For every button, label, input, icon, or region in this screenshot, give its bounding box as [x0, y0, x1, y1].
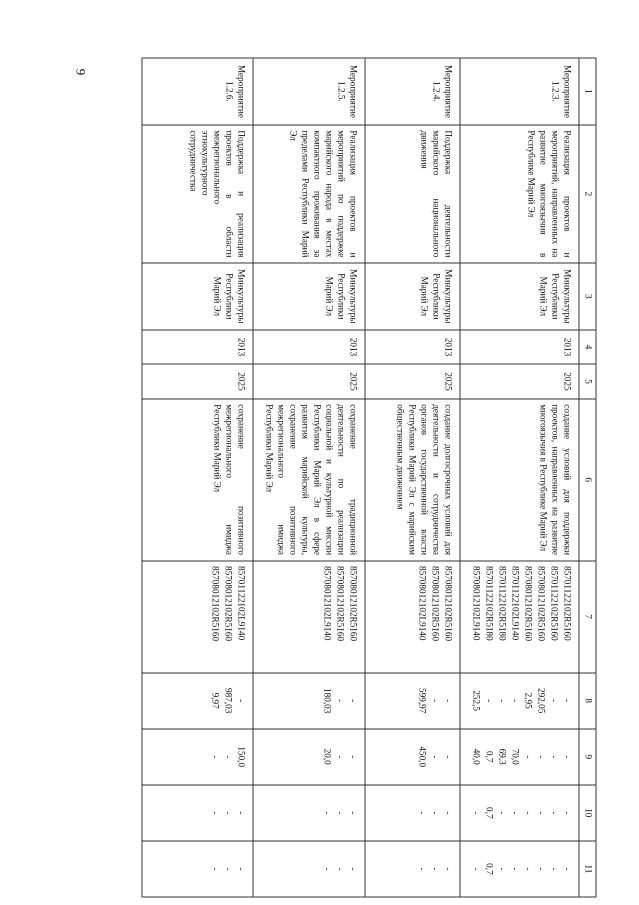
amount-value: 0,7: [484, 806, 495, 819]
amount-value: -: [236, 698, 247, 702]
code-cell: [460, 560, 579, 672]
amount-value: -: [417, 866, 428, 870]
code-cell: [142, 560, 253, 672]
measure-cell: Мероприятие 1.2.6.: [142, 58, 253, 125]
code-line: 85708012102L9140: [322, 565, 333, 641]
amount-value: -: [236, 810, 247, 814]
start-year-cell: 2013: [253, 329, 365, 364]
amount-value: 150,0: [236, 745, 247, 767]
amount-value: -: [322, 866, 333, 870]
header-cell: 5: [579, 364, 596, 399]
code-line: 85708012102R5160: [536, 565, 547, 641]
amount-value: -: [348, 698, 359, 702]
amount-cell-col9: [460, 728, 579, 784]
amount-value: -: [510, 810, 521, 814]
executor-cell: Минкультуры Республики Марий Эл: [460, 262, 579, 329]
code-line: 85701122102R5160: [562, 565, 573, 641]
header-cell: 9: [579, 728, 596, 784]
amount-value: 252,5: [471, 689, 482, 711]
amount-value: 292,05: [536, 687, 547, 713]
amount-value: -: [510, 866, 521, 870]
amount-value: -: [523, 866, 534, 870]
amount-value: 987,03: [223, 687, 234, 713]
amount-cell-col10: [460, 784, 579, 840]
code-line: 85708012102R5160: [348, 565, 359, 641]
amount-value: -: [223, 866, 234, 870]
amount-value: -: [335, 866, 346, 870]
measure-cell: Мероприятие 1.2.3.: [460, 58, 579, 125]
code-line: 85701122102L9140: [510, 565, 521, 640]
amount-value: -: [335, 698, 346, 702]
amount-value: 0,7: [484, 750, 495, 762]
amount-value: 69,3: [497, 748, 508, 765]
header-cell: 4: [579, 329, 596, 364]
header-cell: 7: [579, 560, 596, 672]
amount-value: -: [536, 754, 547, 758]
amount-value: 599,97: [417, 687, 428, 713]
amount-value: -: [335, 810, 346, 814]
program-table: [142, 57, 597, 897]
table-row: [253, 58, 365, 897]
amount-value: -: [348, 754, 359, 758]
amount-value: 70,0: [510, 748, 521, 765]
amount-value: -: [549, 698, 560, 702]
header-cell: 6: [579, 398, 596, 560]
rotated-page: [112, 57, 597, 897]
amount-value: -: [497, 810, 508, 814]
code-line: 85708012102R5160: [430, 565, 441, 641]
measure-cell: Мероприятие 1.2.4.: [365, 58, 460, 125]
start-year-cell: 2013: [365, 329, 460, 364]
amount-value: -: [562, 866, 573, 870]
table-row: [365, 58, 460, 897]
result-cell: сохранение традиционной деятельности по реализации социальной и культурной миссии Республики Марий Эл в сфере развития марийской культуры, сохранение позитивного межрегионального имиджа Республики Марий Эл: [253, 398, 365, 560]
amount-value: -: [210, 754, 221, 758]
page-number: 9: [73, 68, 89, 76]
amount-value: -: [536, 866, 547, 870]
amount-value: 0,7: [484, 862, 495, 875]
amount-value: 9,97: [210, 692, 221, 709]
amount-value: -: [417, 810, 428, 814]
code-line: 85708012102R5160: [210, 565, 221, 641]
amount-value: -: [430, 754, 441, 758]
amount-value: -: [430, 810, 441, 814]
end-year-cell: 2025: [460, 364, 579, 399]
amount-cell-col8: [365, 672, 460, 728]
end-year-cell: 2025: [142, 364, 253, 399]
amount-cell-col11: [142, 840, 253, 896]
amount-cell-col9: [253, 728, 365, 784]
start-year-cell: 2013: [142, 329, 253, 364]
amount-value: 40,0: [471, 748, 482, 765]
code-line: 85708012102L9140: [417, 565, 428, 641]
amount-value: -: [223, 810, 234, 814]
amount-value: -: [562, 698, 573, 702]
result-cell: создание условий для поддержки проектов, направленных на развитие многоязычия в Республике Марий Эл: [460, 398, 579, 560]
end-year-cell: 2025: [253, 364, 365, 399]
amount-value: -: [236, 866, 247, 870]
code-cell: [365, 560, 460, 672]
amount-value: -: [210, 810, 221, 814]
executor-cell: Минкультуры Республики Марий Эл: [253, 262, 365, 329]
amount-value: -: [484, 698, 495, 702]
code-line: 85708012102L9140: [471, 565, 482, 641]
amount-value: -: [430, 698, 441, 702]
header-cell: 8: [579, 672, 596, 728]
amount-value: -: [497, 866, 508, 870]
amount-value: -: [510, 698, 521, 702]
amount-value: -: [549, 866, 560, 870]
title-cell: Реализация проектов и мероприятий по поддержке марийского народа в местах компактного проживания за пределами Республики Марий Эл: [253, 124, 365, 262]
title-cell: Поддержка деятельности марийского национального движения: [365, 124, 460, 262]
amount-cell-col11: [365, 840, 460, 896]
header-cell: 11: [579, 840, 596, 896]
code-line: 85708012102R5160: [335, 565, 346, 641]
amount-cell-col11: [253, 840, 365, 896]
executor-cell: Минкультуры Республики Марий Эл: [142, 262, 253, 329]
amount-value: -: [497, 698, 508, 702]
start-year-cell: 2013: [460, 329, 579, 364]
amount-value: -: [536, 810, 547, 814]
amount-value: -: [471, 810, 482, 814]
table-row: [142, 58, 253, 897]
table-row: [460, 58, 579, 897]
amount-cell-col11: [460, 840, 579, 896]
amount-cell-col8: [142, 672, 253, 728]
amount-value: -: [430, 866, 441, 870]
amount-value: 20,0: [322, 748, 333, 765]
amount-cell-col8: [460, 672, 579, 728]
code-line: 85708012102R5160: [223, 565, 234, 641]
amount-value: -: [210, 866, 221, 870]
amount-value: -: [562, 810, 573, 814]
amount-value: -: [471, 866, 482, 870]
amount-cell-col9: [142, 728, 253, 784]
amount-value: -: [443, 754, 454, 758]
title-cell: Реализация проектов и мероприятий, направленных на развитие многоязычия в Республике Марий Эл: [460, 124, 579, 262]
amount-value: -: [443, 698, 454, 702]
amount-value: -: [348, 866, 359, 870]
amount-value: -: [443, 810, 454, 814]
amount-value: 2,95: [523, 692, 534, 709]
amount-value: -: [223, 754, 234, 758]
amount-value: 450,0: [417, 745, 428, 767]
code-line: 85701122102R5180: [497, 565, 508, 641]
amount-value: -: [549, 754, 560, 758]
amount-value: -: [523, 754, 534, 758]
amount-cell-col10: [365, 784, 460, 840]
code-line: 85701122102L9140: [236, 565, 247, 640]
amount-value: -: [322, 810, 333, 814]
code-line: 85708012102R5160: [523, 565, 534, 641]
amount-cell-col10: [253, 784, 365, 840]
header-cell: 10: [579, 784, 596, 840]
executor-cell: Минкультуры Республики Марий Эл: [365, 262, 460, 329]
header-row: [579, 58, 596, 897]
end-year-cell: 2025: [365, 364, 460, 399]
header-cell: 3: [579, 262, 596, 329]
title-cell: Поддержка и реализация проектов в области межрегионального этнокультурного сотрудничества: [142, 124, 253, 262]
header-cell: 2: [579, 124, 596, 262]
result-cell: создание долгосрочных условий для деятельности и сотрудничества органов государственной власти Республики Марий Эл с марийским общественным движением: [365, 398, 460, 560]
amount-value: -: [562, 754, 573, 758]
code-line: 85701122102R5160: [549, 565, 560, 641]
amount-value: -: [348, 810, 359, 814]
amount-value: -: [549, 810, 560, 814]
amount-cell-col9: [365, 728, 460, 784]
amount-value: -: [523, 810, 534, 814]
code-line: 85701122102R5180: [484, 565, 495, 641]
code-line: 85708012102R5160: [443, 565, 454, 641]
amount-cell-col8: [253, 672, 365, 728]
measure-cell: Мероприятие 1.2.5.: [253, 58, 365, 125]
amount-cell-col10: [142, 784, 253, 840]
result-cell: сохранение позитивного межрегионального имиджа Республики Марий Эл: [142, 398, 253, 560]
header-cell: 1: [579, 58, 596, 125]
amount-value: -: [335, 754, 346, 758]
amount-value: 180,03: [322, 687, 333, 713]
code-cell: [253, 560, 365, 672]
amount-value: -: [443, 866, 454, 870]
